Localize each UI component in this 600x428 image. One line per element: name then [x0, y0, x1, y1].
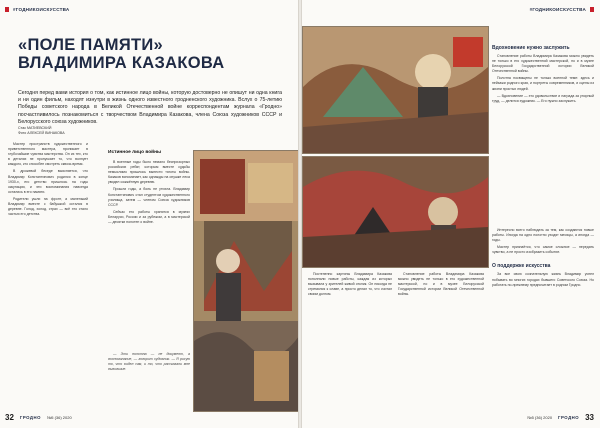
lower-left-column — [308, 272, 392, 299]
section-tag-text: #ГОДНИКОИСКУССТВА — [13, 6, 70, 12]
right-paragraph: — Вдохновение — это удовольствие и награда за упорный труд, — делится художник. — Его нужно заслужить. — [492, 93, 594, 103]
right-paragraph: Становление работы Владимира Казакова можно увидеть не только в его художественной мастерской, но и в музее Белорусской Государственной истории Великой Отечественной войны. — [492, 54, 594, 74]
article-title-line1: «ПОЛЕ ПАМЯТИ» — [18, 36, 164, 54]
right-paragraph: Интересно всего наблюдать за тем, как создаются новые работы. Иногда на одно полотно уходят месяцы, а иногда — годы. — [492, 228, 594, 243]
column-2-paragraph: В военные годы было немало беспризорных российских ребят, которым вместе судьбы немыслимо пришлось вынести тяготы войны. Казаков вспоминает, как однажды на опушке леса увидел сожжённую деревню. — [108, 160, 190, 185]
column-1-paragraph: Родители ушли на фронт, а маленький Владимир вместе с бабушкой остался в деревне. Голод, холод, страх — всё это стало частью его детства. — [8, 196, 88, 217]
quote-text: — Эти полотна — не документ, а воспоминание, — говорит художник. — Я рисую то, что видел сам, и то, что рассказали мне выжившие. — [108, 352, 190, 372]
artist-photo — [193, 150, 298, 412]
byline — [18, 126, 65, 136]
bottom-paragraph: За все свою сознательную жизнь Владимир успел побывать во многих городах бывшего Советского Союза. Но работать по-прежнему предпочитает в родном Гродно. — [492, 272, 594, 287]
issue-left: №5 (36) 2020 — [46, 414, 72, 420]
column-2-heading: Истинное лицо войны — [108, 150, 162, 155]
column-2-paragraph: Сейчас его работы хранятся в музеях Беларуси, России и за рубежом, а в мастерской — десятки полотен о войне. — [108, 209, 190, 225]
section-tag-right — [530, 5, 594, 13]
page-number-left: 32 — [5, 412, 14, 422]
page-number-right: 33 — [585, 412, 594, 422]
lower-mid-column — [398, 272, 484, 299]
article-title-line2: ВЛАДИМИРА КАЗАКОВА — [18, 54, 225, 72]
brand-left: ГРОДНО — [19, 414, 41, 420]
lower-left-paragraph: Постепенно картины Владимира Казакова пополняли новые работы, каждая из которых вызывала у зрителей живой отклик. Он никогда не стремился к славе, а просто делал то, что считал своим долгом. — [308, 272, 392, 297]
quote-block — [108, 352, 190, 374]
brand-right: ГРОДНО — [558, 414, 580, 420]
painting-1 — [302, 26, 489, 154]
right-footer — [527, 412, 594, 422]
section-tag-marker — [5, 7, 9, 12]
section-tag-right-marker — [590, 7, 594, 12]
column-2-paragraph: Прошли годы, а боль не утихла. Владимир Константинович стал студентом художественного училища, затем — членом Союза художников СССР. — [108, 187, 190, 207]
left-footer — [5, 412, 72, 422]
right-paragraph: Мастер признаётся, что самое сложное — передать чувство, а не просто изобразить событие. — [492, 245, 594, 255]
right-column-lower — [492, 228, 594, 290]
left-page — [0, 0, 298, 428]
right-page — [302, 0, 600, 428]
article-lead: Сегодня перед вами история о том, как истинное лицо войны, которую достоверно не опишут ни одна книга и ни один фильм, находят изнутри в жизнь одного известного гродненского художника. Вслух о 75-летию Победы советского народа в Великой Отечественной войне корреспондентам журнала «Гродно» посчастливилось познакомиться с творчеством Владимира Казакова, члена Союза художников СССР и Белорусского союза художников. — [18, 90, 282, 125]
byline-photo: Фото АЛЕКСЕЙ ВИНАКОВА — [18, 131, 65, 135]
column-1-paragraph: Мастер пространств художественного и приветственного мастера, проникает в глубочайшие чувства мастерства. Он из тех, кто в деталях не пропускает то, что волнует каждого, кто способен смотреть сквозь время. — [8, 142, 88, 167]
right-heading: Вдохновение нужно заслужить — [492, 45, 570, 51]
right-paragraph: Полотна посвящены не только военной теме: здесь и пейзажи родного края, и портреты современников, и сцены из жизни простых людей. — [492, 76, 594, 91]
byline-author: Стас МАТИЕВСКИЙ — [18, 126, 52, 130]
article-title — [18, 36, 288, 72]
painting-2 — [302, 156, 489, 268]
section-tag-right-text: #ГОДНИКОИСКУССТВА — [529, 6, 586, 12]
section-tag — [5, 5, 69, 13]
issue-right: №5 (36) 2020 — [527, 414, 553, 420]
column-1 — [8, 142, 88, 219]
column-1-paragraph: В дрожевой беседе выясняется, что Владимир Константинович родился в конце 1930-х, его детство пришлось на годы оккупации, и эти воспоминания навсегда остались в его памяти. — [8, 169, 88, 194]
lower-mid-paragraph: Становление работы Владимира Казакова можно увидеть не только в его художественной мастерской, но и в музее Белорусской Государственной истории Великой Отечественной войны. — [398, 272, 484, 297]
column-2 — [108, 150, 190, 227]
right-column — [492, 45, 594, 106]
bottom-heading: О поддержке искусства — [492, 263, 551, 270]
